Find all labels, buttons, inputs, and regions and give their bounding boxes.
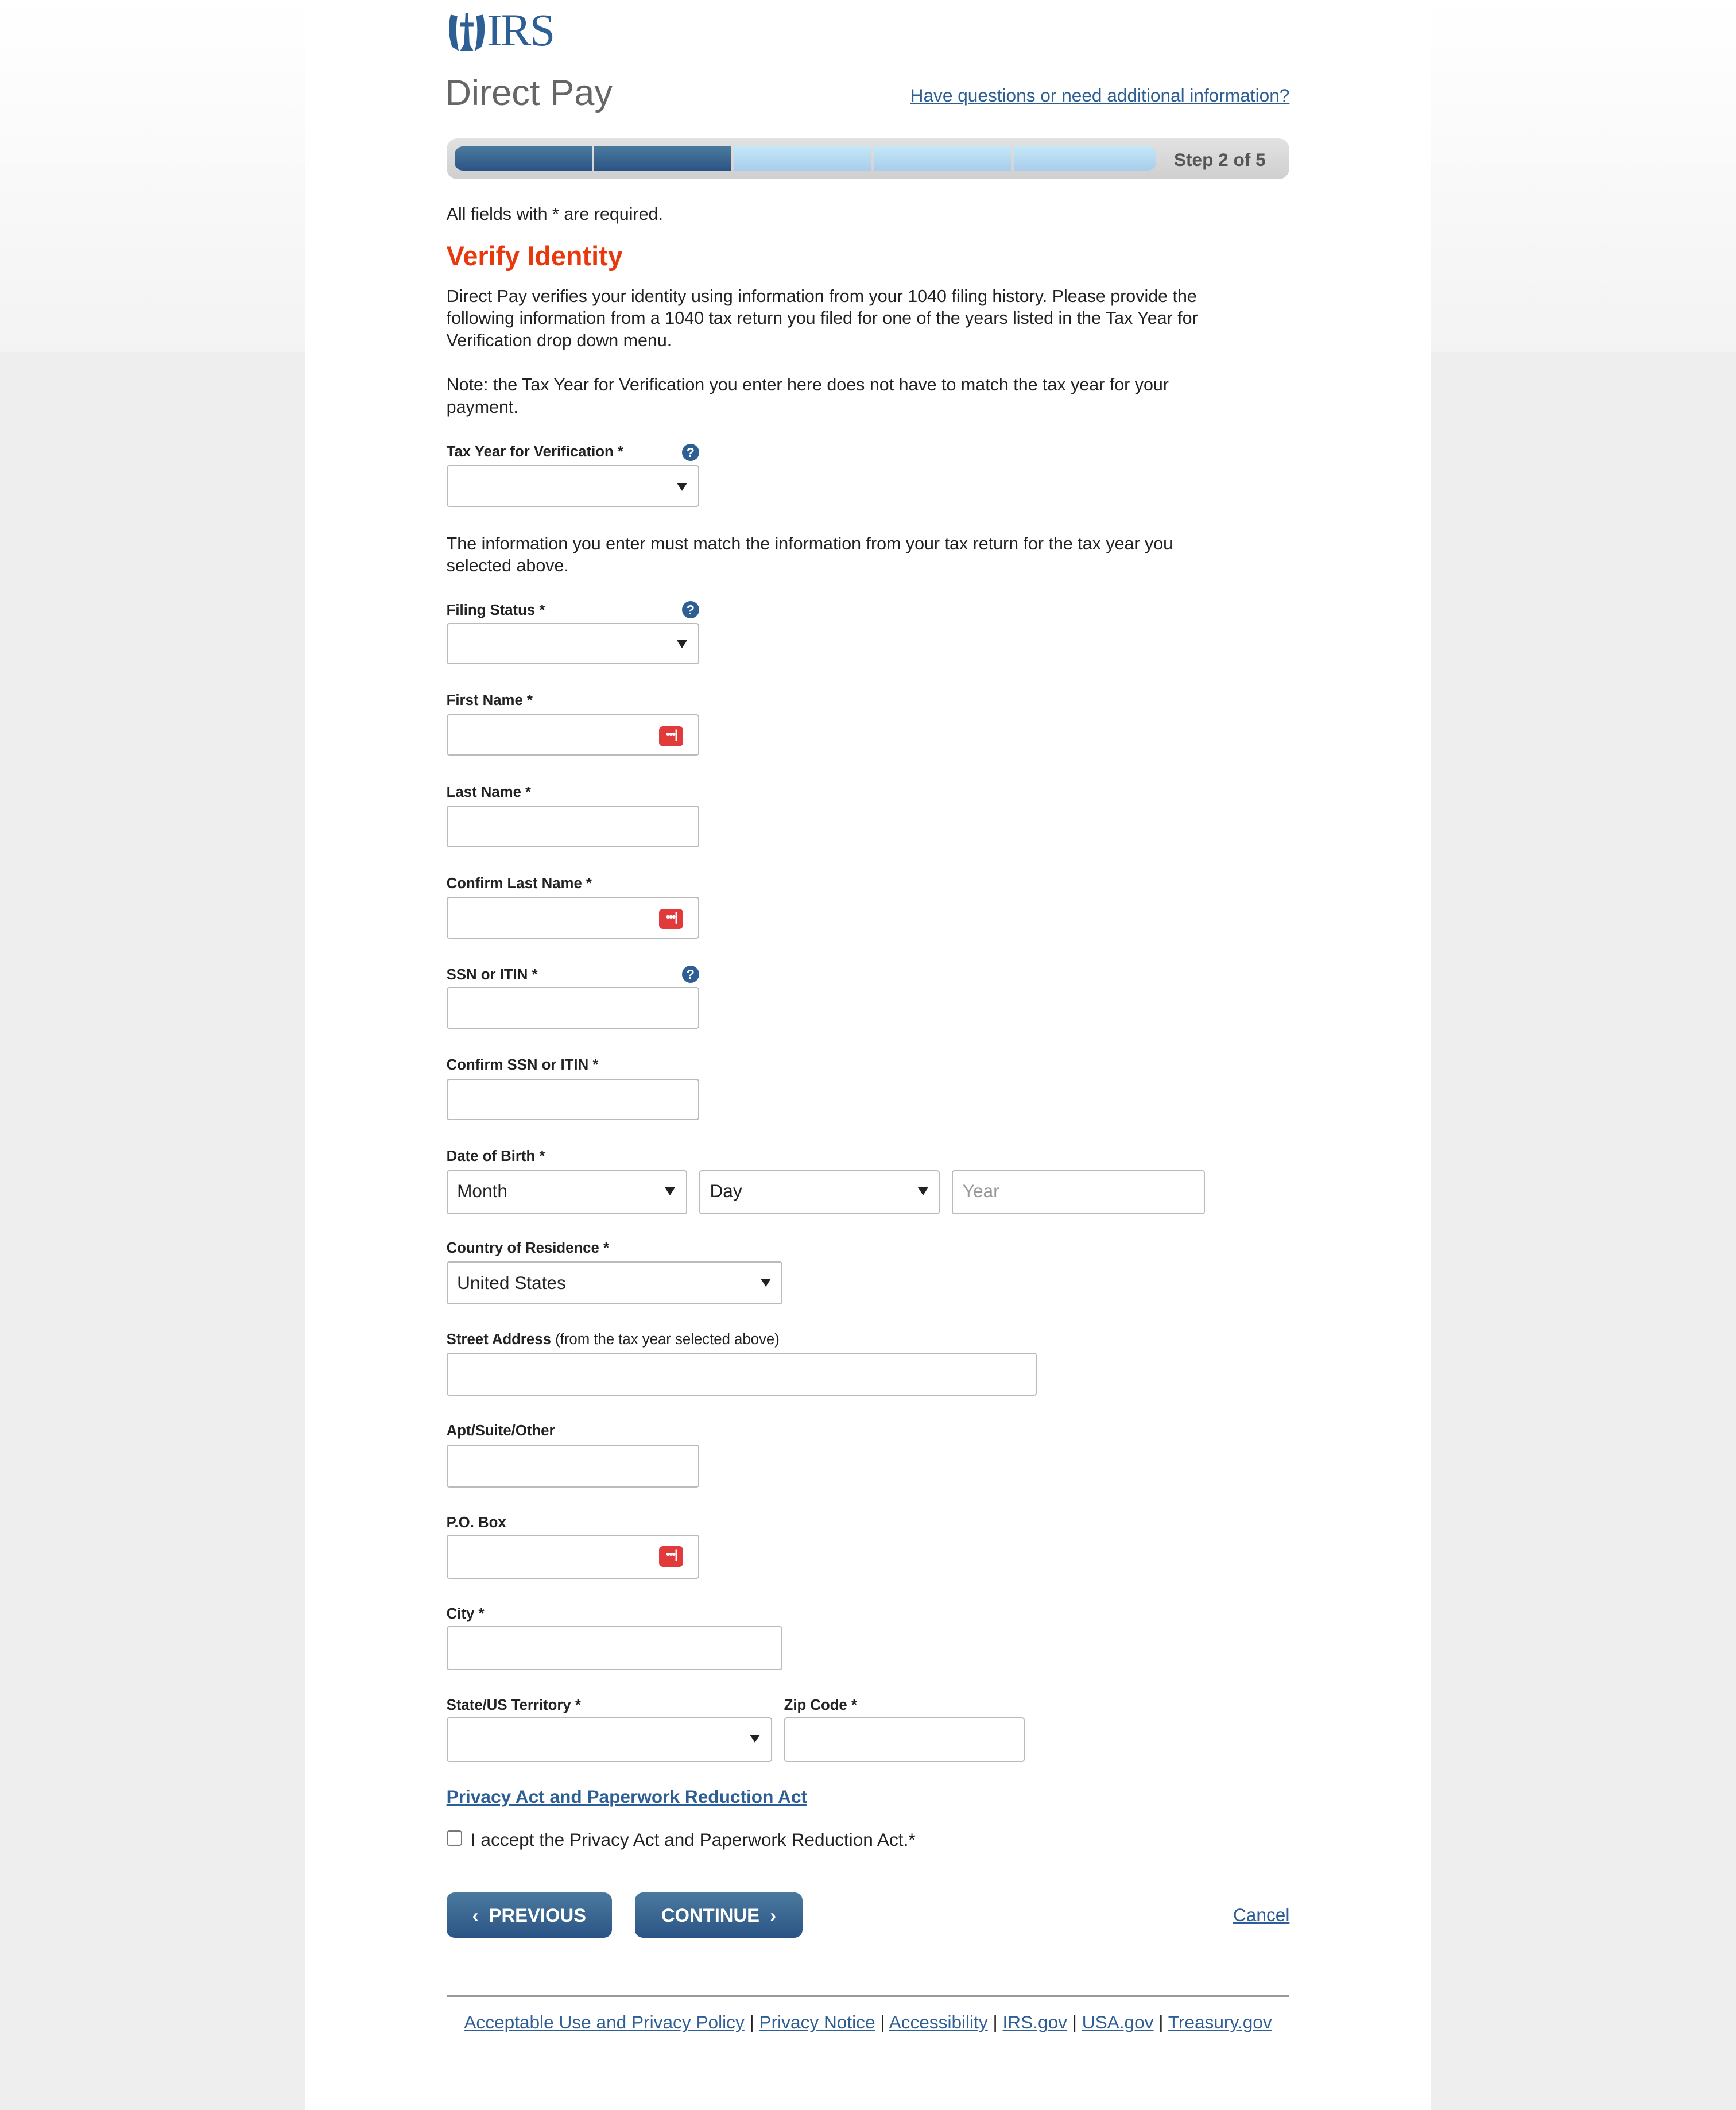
confirm-last-name-input[interactable]	[447, 897, 699, 939]
dob-year-input[interactable]: Year	[952, 1170, 1204, 1214]
accept-label[interactable]: I accept the Privacy Act and Paperwork Reduction Act.*	[470, 1829, 916, 1850]
po-box-label: P.O. Box	[446, 1514, 506, 1531]
progress-step-3	[734, 146, 871, 171]
section-title: Verify Identity	[446, 241, 623, 272]
dob-label: Date of Birth *	[446, 1148, 545, 1165]
street-input[interactable]	[447, 1353, 1037, 1396]
intro-text: Direct Pay verifies your identity using information from your 1040 filing history. Please provide the following information from a 1040 tax return you filed for one of the years listed in the Tax Year for Verification drop down menu.	[446, 286, 1198, 350]
footer-link-accessibility[interactable]: Accessibility	[889, 2012, 988, 2033]
footer-links: Acceptable Use and Privacy Policy | Privacy Notice | Accessibility | IRS.gov | USA.gov | Treasury.gov	[464, 2012, 1272, 2033]
privacy-act-link[interactable]: Privacy Act and Paperwork Reduction Act	[446, 1786, 807, 1807]
previous-button[interactable]: ‹ PREVIOUS	[447, 1892, 612, 1938]
eagle-icon	[447, 9, 487, 52]
required-note: All fields with * are required.	[446, 204, 663, 224]
country-select[interactable]: United States	[447, 1261, 783, 1304]
progress-label: Step 2 of 5	[1173, 149, 1266, 170]
progress-step-1	[455, 146, 592, 171]
progress-step-4	[874, 146, 1012, 171]
note-text: Note: the Tax Year for Verification you enter here does not have to match the tax year for your payment.	[446, 375, 1169, 417]
ssn-input[interactable]	[447, 987, 699, 1029]
state-label: State/US Territory *	[446, 1697, 581, 1714]
apt-label: Apt/Suite/Other	[446, 1423, 555, 1439]
footer-divider	[447, 1995, 1290, 1997]
progress-step-5	[1014, 146, 1156, 171]
ssn-label: SSN or ITIN *	[446, 967, 538, 984]
password-manager-icon[interactable]: •••|	[659, 1546, 683, 1566]
irs-logo[interactable]: IRS	[447, 8, 554, 54]
accept-checkbox[interactable]	[447, 1830, 462, 1846]
help-link[interactable]: Have questions or need additional information?	[910, 84, 1290, 106]
country-label: Country of Residence *	[446, 1240, 609, 1256]
dob-day-select[interactable]: Day	[699, 1170, 940, 1214]
city-input[interactable]	[447, 1626, 783, 1670]
street-label: Street Address (from the tax year selected above)	[446, 1331, 780, 1348]
zip-label: Zip Code *	[784, 1697, 857, 1714]
dob-month-select[interactable]: Month	[447, 1170, 687, 1214]
password-manager-icon[interactable]: •••|	[659, 909, 683, 929]
footer-link-treasury[interactable]: Treasury.gov	[1168, 2012, 1272, 2033]
first-name-label: First Name *	[446, 692, 533, 709]
last-name-input[interactable]	[447, 806, 699, 847]
continue-button[interactable]: CONTINUE ›	[635, 1892, 803, 1938]
footer-link-usa[interactable]: USA.gov	[1082, 2012, 1154, 2033]
city-label: City *	[446, 1605, 485, 1622]
tax-year-label: Tax Year for Verification *	[446, 443, 623, 460]
apt-input[interactable]	[447, 1445, 699, 1488]
confirm-last-name-label: Confirm Last Name *	[446, 875, 592, 892]
match-note: The information you enter must match the information from your tax return for the tax year you selected above.	[446, 533, 1173, 576]
progress-step-2	[594, 146, 731, 171]
page-title: Direct Pay	[445, 73, 613, 114]
help-icon[interactable]: ?	[682, 966, 699, 983]
confirm-ssn-input[interactable]	[447, 1079, 699, 1121]
tax-year-select[interactable]	[447, 465, 699, 507]
chevron-left-icon: ‹	[472, 1904, 489, 1926]
po-box-input[interactable]	[447, 1535, 699, 1579]
filing-status-label: Filing Status *	[446, 602, 545, 619]
chevron-right-icon: ›	[760, 1904, 777, 1926]
help-icon[interactable]: ?	[682, 601, 699, 618]
last-name-label: Last Name *	[446, 784, 532, 800]
help-icon[interactable]: ?	[682, 444, 699, 461]
first-name-input[interactable]	[447, 714, 699, 756]
zip-input[interactable]	[784, 1717, 1025, 1761]
password-manager-icon[interactable]: •••|	[659, 726, 683, 746]
footer-link-irs[interactable]: IRS.gov	[1002, 2012, 1067, 2033]
footer-link-acceptable-use[interactable]: Acceptable Use and Privacy Policy	[464, 2012, 745, 2033]
footer-link-privacy-notice[interactable]: Privacy Notice	[759, 2012, 875, 2033]
cancel-link[interactable]: Cancel	[1233, 1904, 1290, 1925]
filing-status-select[interactable]	[447, 623, 699, 665]
confirm-ssn-label: Confirm SSN or ITIN *	[446, 1057, 599, 1074]
state-select[interactable]	[447, 1717, 772, 1761]
